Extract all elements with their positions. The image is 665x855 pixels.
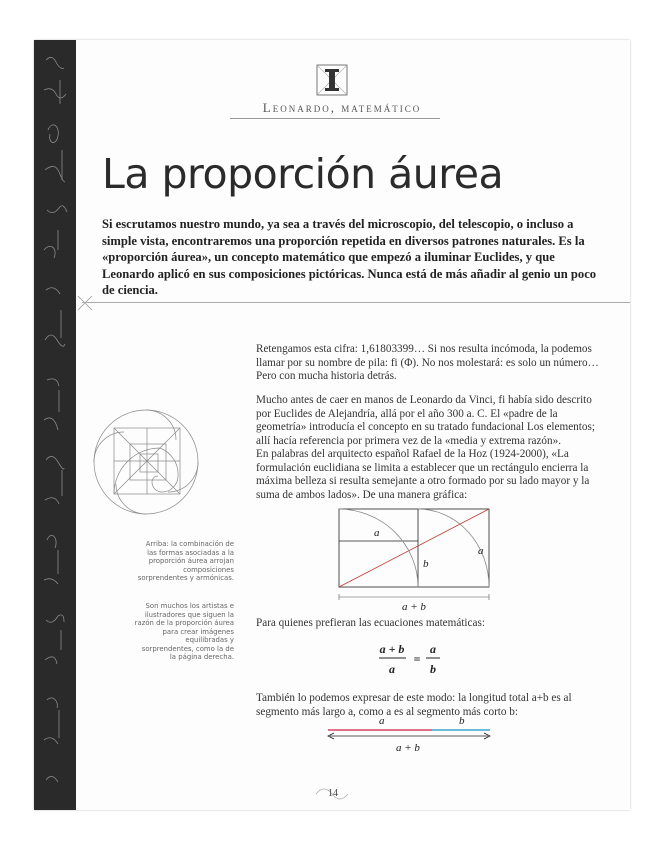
intro-paragraph: Si escrutamos nuestro mundo, ya sea a través del microscopio, del telescopio, o incluso a simple vista, encontraremos una proporción repetida en diversos patrones naturales. Es la «proporción áurea», un concepto matemático que empezó a iluminar Euclides, y que Leonardo aplicó en sus composiciones pictóricas. Nunca está de más añadir al genio un poco de ciencia.: [102, 217, 597, 297]
eq-numerator-right: a: [430, 642, 436, 656]
body-paragraph-2b: En palabras del arquitecto español Rafael de la Hoz (1924-2000), «La formulación euclidiana se limita a establecer que un rectángulo encierra la máxima belleza si resulta semejante a otro formado por su lado mayor y la suma de ambos lados». De una manera gráfica:: [256, 448, 590, 501]
section-divider: [82, 302, 630, 303]
golden-rectangle-figure: [334, 503, 494, 613]
rect-label-a-top: a: [374, 527, 380, 539]
golden-ratio-equation: [376, 638, 446, 680]
figure-caption-1: Arriba: la combinación de las formas asociadas a la proporción áurea arrojan composiciones sorprendentes y armónicas.: [137, 540, 234, 582]
page-number: 14: [328, 788, 338, 799]
divider-ornament-icon: [76, 294, 94, 312]
book-page: [34, 40, 630, 810]
body-paragraph-2a: Mucho antes de caer en manos de Leonardo da Vinci, fi había sido descrito por Euclides de Alejandría, allá por el año 300 a. C. El «padre de la geometría» introducía el concepto en su tratado fundacional Los elementos; allí hacía referencia por primera vez de la «media y extrema razón».: [256, 394, 595, 447]
segment-label-b: b: [459, 715, 465, 727]
figure-caption-2: Son muchos los artistas e ilustradores que siguen la razón de la proporción áurea para crear imágenes equilibradas y sorprendentes, como la de la página derecha.: [134, 602, 234, 661]
body-paragraph-1: Retengamos esta cifra: 1,61803399… Si nos resulta incómoda, la podemos llamar por su nombre de pila: fi (Φ). No nos molestará: es solo un número… Pero con mucha historia detrás.: [256, 343, 599, 382]
body-paragraph-4: También lo podemos expresar de este modo: la longitud total a+b es al segmento más largo a, como a es al segmento más corto b:: [256, 692, 572, 718]
golden-spiral-figure: [92, 408, 200, 516]
eq-numerator-left: a + b: [379, 642, 405, 656]
eq-denominator-right: b: [430, 662, 436, 676]
decorative-handwriting-strip: [34, 40, 76, 810]
chapter-rule: [230, 118, 440, 119]
eq-denominator-left: a: [389, 662, 395, 676]
chapter-label: Leonardo, matemático: [262, 100, 422, 115]
body-paragraph-3: Para quienes prefieran las ecuaciones matemáticas:: [256, 617, 485, 629]
page-title: La proporción áurea: [102, 150, 504, 198]
segment-label-a: a: [379, 715, 385, 727]
rect-label-b: b: [423, 558, 429, 570]
rect-label-sum: a + b: [402, 601, 426, 613]
segment-label-sum: a + b: [396, 742, 420, 754]
body-paragraph-2: [256, 394, 600, 502]
roman-numeral-emblem-icon: [316, 64, 348, 96]
segment-figure: [324, 712, 494, 756]
eq-equals: =: [413, 652, 421, 666]
rect-label-a-side: a: [478, 545, 484, 557]
